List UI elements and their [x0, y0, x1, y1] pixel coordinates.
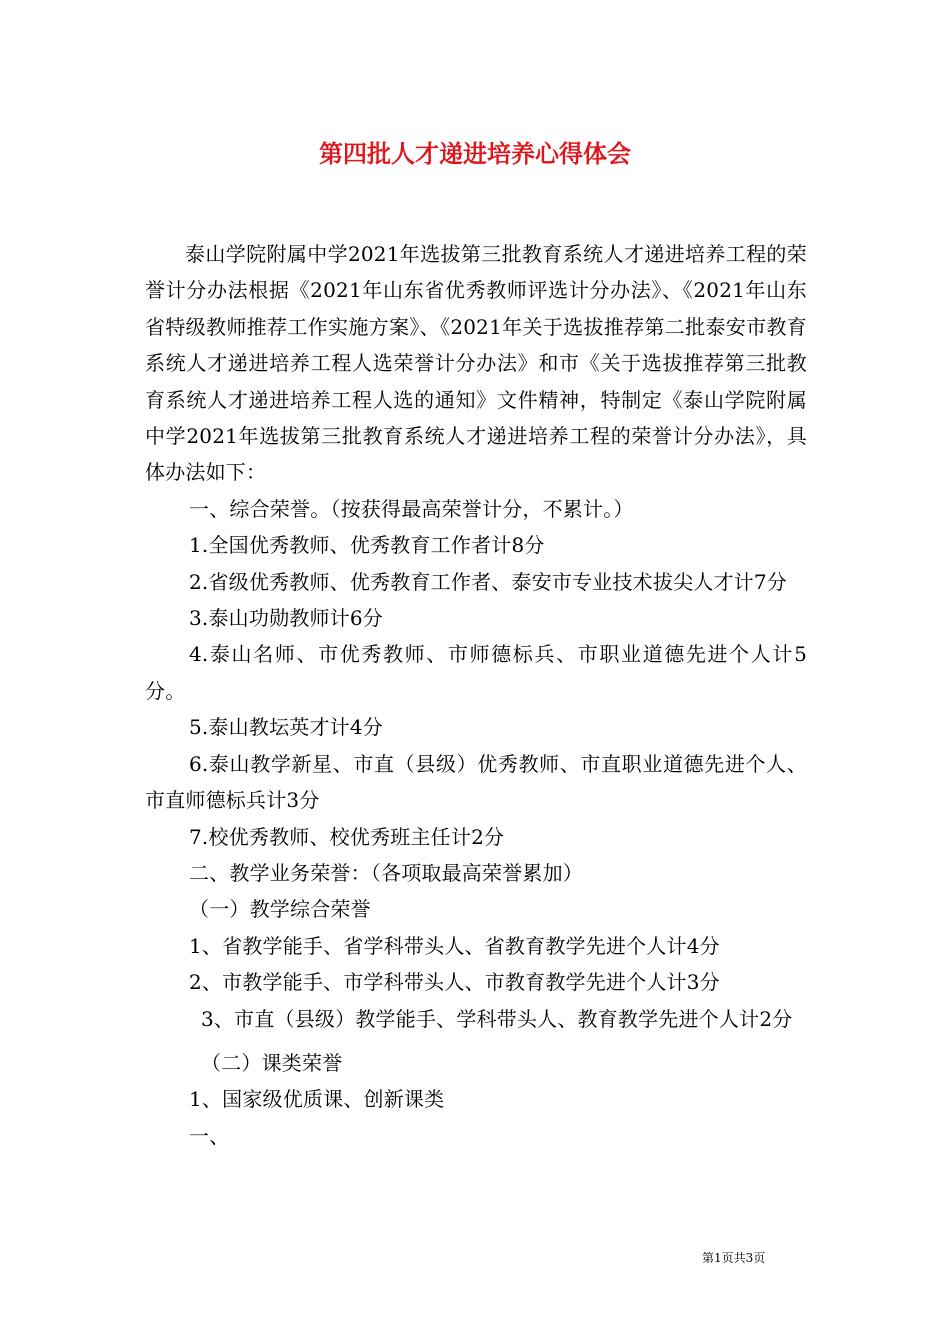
intro-paragraph: 泰山学院附属中学2021年选拔第三批教育系统人才递进培养工程的荣誉计分办法根据《2021年山东省优秀教师评选计分办法》、《2021年山东省特级教师推荐工作实施方案》、《2021年关于选拔推荐第二批泰安市教育系统人才递进培养工程人选荣誉计分办法》和市《关于选拔推荐第三批教育系统人才递进培养工程人选的通知》文件精神，特制定《泰山学院附属中学2021年选拔第三批教育系统人才递进培养工程的荣誉计分办法》，具体办法如下：	[145, 242, 807, 485]
list-item: 2、市教学能手、市学科带头人、市教育教学先进个人计3分	[189, 970, 720, 995]
document-body	[145, 236, 807, 1154]
section-heading-2: 二、教学业务荣誉：（各项取最高荣誉累加）	[189, 860, 583, 885]
subsection-heading: （一）教学综合荣誉	[189, 897, 371, 922]
list-item: 1、国家级优质课、创新课类	[189, 1087, 445, 1112]
list-item: 一、	[189, 1123, 230, 1148]
list-item: 5.泰山教坛英才计4分	[189, 715, 384, 740]
list-item: 3、市直（县级）教学能手、学科带头人、教育教学先进个人计2分	[201, 1006, 793, 1031]
page-number: 第1页共3页	[702, 1251, 766, 1265]
list-item: 1、省教学能手、省学科带头人、省教育教学先进个人计4分	[189, 933, 720, 958]
list-item: 4.泰山名师、市优秀教师、市师德标兵、市职业道德先进个人计5分。	[145, 642, 807, 703]
document-title: 第四批人才递进培养心得体会	[319, 139, 631, 168]
list-item: 7.校优秀教师、校优秀班主任计2分	[189, 824, 505, 849]
list-item: 3.泰山功勋教师计6分	[189, 606, 384, 631]
list-item: 2.省级优秀教师、优秀教育工作者、泰安市专业技术拔尖人才计7分	[189, 569, 788, 594]
subsection-heading: （二）课类荣誉	[201, 1050, 343, 1075]
section-heading-1: 一、综合荣誉。（按获得最高荣誉计分，不累计。）	[189, 496, 634, 521]
list-item: 6.泰山教学新星、市直（县级）优秀教师、市直职业道德先进个人、市直师德标兵计3分	[145, 751, 807, 813]
list-item: 1.全国优秀教师、优秀教育工作者计8分	[189, 533, 545, 558]
